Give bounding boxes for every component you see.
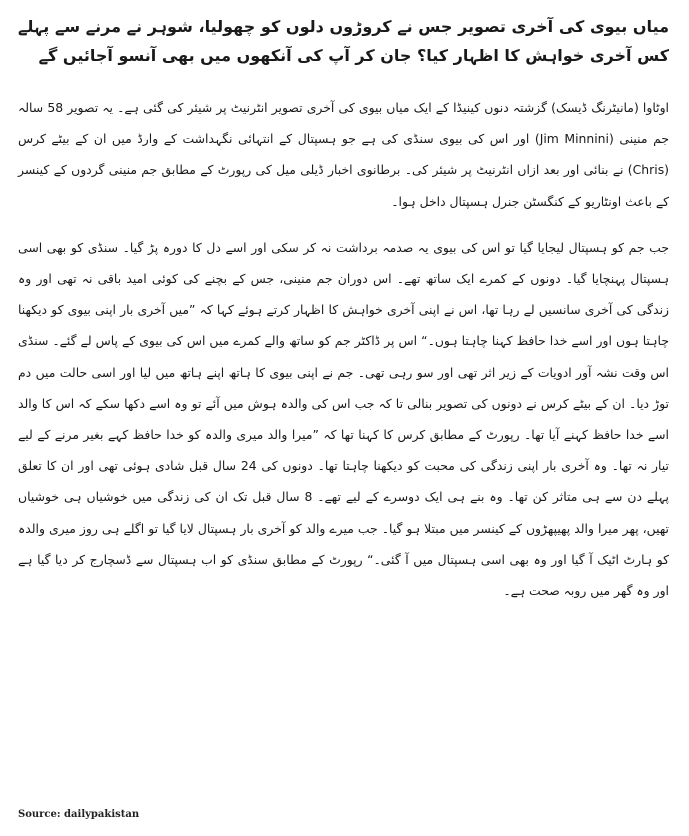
source-credit: Source: dailypakistan — [18, 809, 140, 820]
article-headline: میاں بیوی کی آخری تصویر جس نے کروڑوں دلوں کو چھولیا، شوہر نے مرنے سے پہلے کس آخری خواہش کا اظہار کیا؟ جان کر آپ کی آنکھوں میں بھی آنسو آجائیں گے — [18, 17, 669, 65]
article-paragraph-2: جب جم کو ہسپتال لیجایا گیا تو اس کی بیوی یہ صدمہ برداشت نہ کر سکی اور اسے دل کا دورہ پڑ گیا۔ سنڈی کو بھی اسی ہسپتال پہنچایا گیا۔ دونوں کے کمرے ایک ساتھ تھے۔ اس دوران جم منینی، جس کے بچنے کی کوئی امید باقی نہ تھی اور وہ زندگی کی آخری سانسیں لے رہا تھا، اس نے اپنی آخری خواہش کا اظہار کرتے ہوئے کہا کہ ”میں آخری بار اپنی بیوی کو دیکھنا چاہتا ہوں اور اسے خدا حافظ کہنا چاہتا ہوں۔“ اس پر ڈاکٹر جم کو ساتھ والے کمرے میں اس کی بیوی کے پاس لے گئے۔ سنڈی اس وقت نشہ آور ادویات کے زیر اثر تھی اور سو رہی تھی۔ جم نے اپنی بیوی کا ہاتھ اپنے ہاتھ میں لیا اور اسی حالت میں دم توڑ دیا۔ ان کے بیٹے کرس نے دونوں کی تصویر بنالی تا کہ جب اس کی والدہ ہوش میں آئے تو وہ اسے دکھا سکے کہ اس کا والد اسے خدا حافظ کہنے آیا تھا۔ رپورٹ کے مطابق کرس کا کہنا تھا کہ ”میرا والد میری والدہ کو خدا حافظ کہے بغیر مرنے کے لیے تیار نہ تھا۔ وہ آخری بار اپنی زندگی کی محبت کو دیکھنا چاہتا تھا۔ دونوں کی 24 سال قبل شادی ہوئی تھی اور ان کا تعلق پہلے دن سے ہی متاثر کن تھا۔ وہ بنے ہی ایک دوسرے کے لیے تھے۔ 8 سال قبل تک ان کی زندگی میں خوشیاں ہی خوشیاں تھیں، پھر میرا والد پھیپھڑوں کے کینسر میں مبتلا ہو گیا۔ جب میرے والد کو آخری بار ہسپتال لایا گیا تو اگلے ہی روز میری والدہ کو ہارٹ اٹیک آ گیا اور وہ بھی اسی ہسپتال میں آ گئی۔“ رپورٹ کے مطابق سنڈی کو اب ہسپتال سے ڈسچارج کر دیا گیا ہے اور وہ گھر میں روبہ صحت ہے۔ — [18, 239, 669, 599]
article-paragraph-1: اوٹاوا (مانیٹرنگ ڈیسک) گزشتہ دنوں کینیڈا کے ایک میاں بیوی کی آخری تصویر انٹرنیٹ پر شیئر کی گئی ہے۔ یہ تصویر 58 سالہ جم منینی (Jim Minnini) اور اس کی بیوی سنڈی کی ہے جو ہسپتال کے انتہائی نگہداشت کے وارڈ میں ان کے بیٹے کرس (Chris) نے بنائی اور بعد ازاں انٹرنیٹ پر شیئر کی۔ برطانوی اخبار ڈیلی میل کی رپورٹ کے مطابق جم منینی گردوں کے کینسر کے باعث اونٹاریو کے کنگسٹن جنرل ہسپتال داخل ہوا۔ — [18, 100, 669, 209]
